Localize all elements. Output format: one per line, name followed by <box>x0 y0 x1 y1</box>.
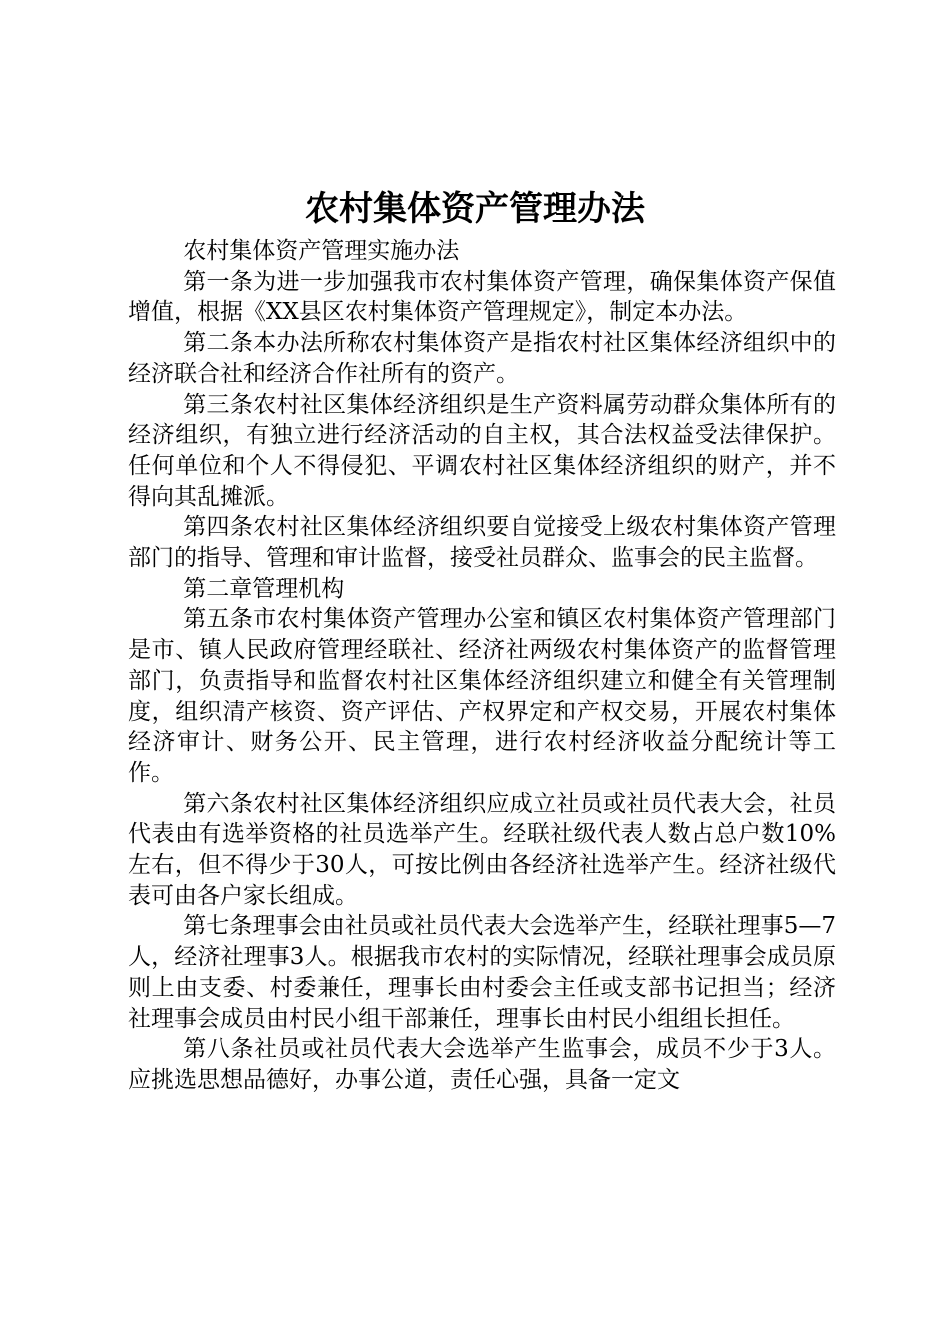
chapter-heading: 第二章管理机构 <box>183 575 345 602</box>
paragraph-article-3: 第三条农村社区集体经济组织是生产资料属劳动群众集体所有的经济组织，有独立进行经济活动的自主权，其合法权益受法律保护。任何单位和个人不得侵犯、平调农村社区集体经济组织的财产，并不得向其乱摊派。 <box>128 391 836 510</box>
document-title: 农村集体资产管理办法 <box>305 189 645 229</box>
paragraph-article-6: 第六条农村社区集体经济组织应成立社员或社员代表大会，社员代表由有选举资格的社员选举产生。经联社级代表人数占总户数10%左右，但不得少于30人，可按比例由各经济社选举产生。经济社级代表可由各户家长组成。 <box>128 790 836 909</box>
paragraph-article-7: 第七条理事会由社员或社员代表大会选举产生，经联社理事5—7人，经济社理事3人。根据我市农村的实际情况，经联社理事会成员原则上由支委、村委兼任，理事长由村委会主任或支部书记担当；经济社理事会成员由村民小组干部兼任，理事长由村民小组组长担任。 <box>128 913 836 1032</box>
paragraph-article-5: 第五条市农村集体资产管理办公室和镇区农村集体资产管理部门是市、镇人民政府管理经联社、经济社两级农村集体资产的监督管理部门，负责指导和监督农村社区集体经济组织建立和健全有关管理制度，组织清产核资、资产评估、产权界定和产权交易，开展农村集体经济审计、财务公开、民主管理，进行农村经济收益分配统计等工作。 <box>128 606 836 786</box>
paragraph-article-8: 第八条社员或社员代表大会选举产生监事会，成员不少于3人。应挑选思想品德好，办事公道，责任心强，具备一定文 <box>128 1036 836 1093</box>
paragraph-article-4: 第四条农村社区集体经济组织要自觉接受上级农村集体资产管理部门的指导、管理和审计监督，接受社员群众、监事会的民主监督。 <box>128 514 836 572</box>
paragraph-article-2: 第二条本办法所称农村集体资产是指农村社区集体经济组织中的经济联合社和经济合作社所有的资产。 <box>128 330 836 387</box>
document-body <box>128 236 836 1096</box>
paragraph-subtitle: 农村集体资产管理实施办法 <box>183 238 460 264</box>
paragraph-article-1: 第一条为进一步加强我市农村集体资产管理，确保集体资产保值增值，根据《XX县区农村集体资产管理规定》，制定本办法。 <box>128 268 836 326</box>
